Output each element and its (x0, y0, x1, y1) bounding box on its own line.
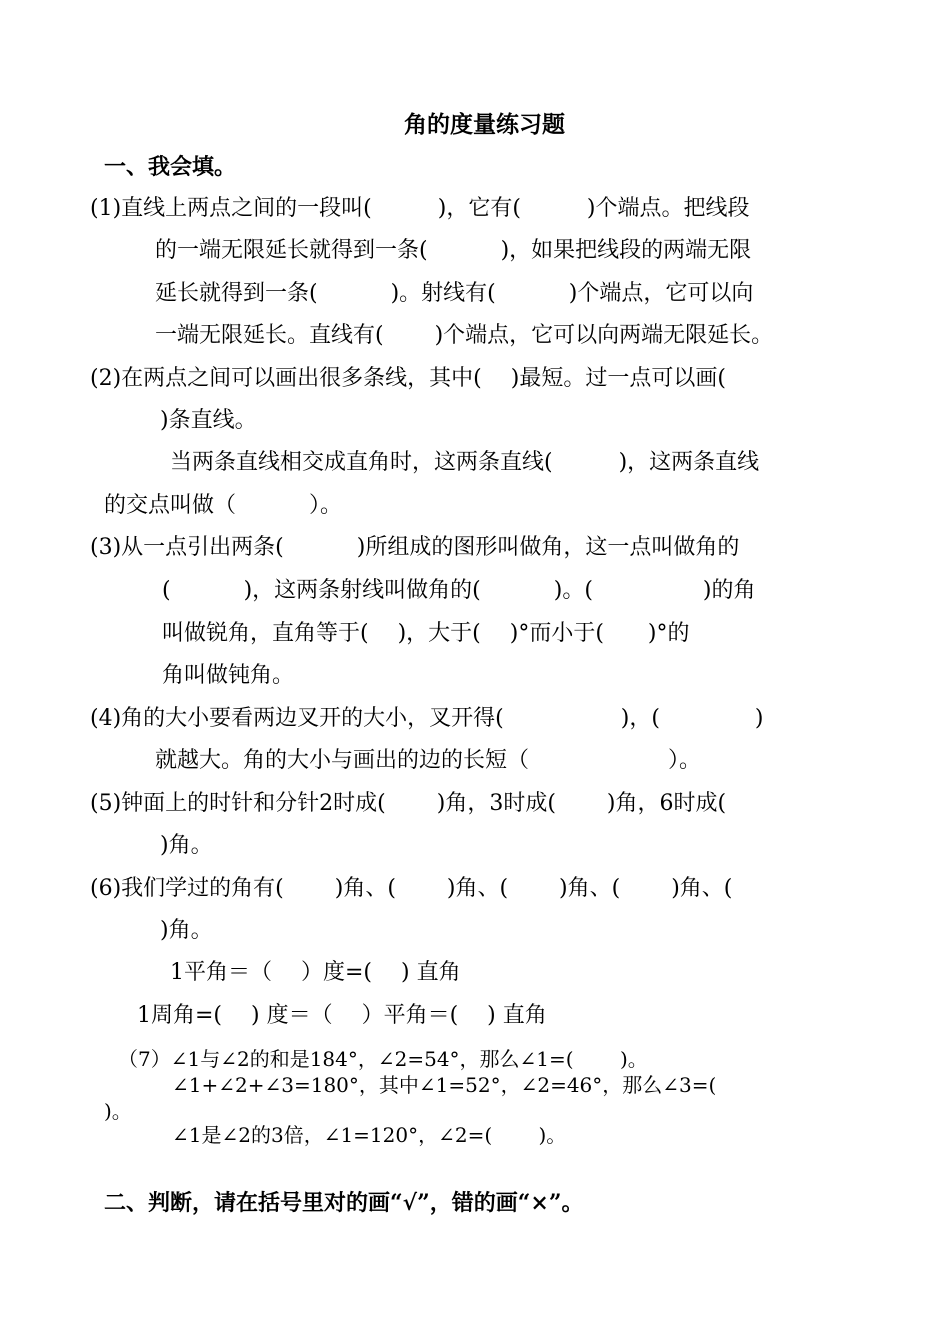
question-4-line-1: (4)角的大小要看两边叉开的大小，叉开得( )，( ) (90, 706, 764, 731)
question-3-line-3: 叫做锐角，直角等于( )，大于( )°而小于( )°的 (162, 621, 690, 646)
question-6-line-2: )角。 (160, 918, 213, 943)
question-2-line-4: 的交点叫做（ ）。 (104, 493, 342, 518)
section-heading-fill: 一、我会填。 (104, 154, 237, 180)
question-3-line-4: 角叫做钝角。 (162, 663, 295, 688)
section-heading-judge: 二、判断，请在括号里对的画“√”，错的画“×”。 (104, 1190, 584, 1216)
question-4-line-2: 就越大。角的大小与画出的边的长短（ ）。 (155, 748, 701, 773)
question-5-line-1: (5)钟面上的时针和分针2时成( )角，3时成( )角，6时成( (90, 791, 727, 816)
question-6-line-3: 1平角＝（ ）度=( ) 直角 (170, 960, 461, 985)
question-7-line-1: （7）∠1与∠2的和是184°，∠2=54°，那么∠1=( )。 (118, 1047, 648, 1071)
question-2-line-2: )条直线。 (160, 408, 257, 433)
question-1-line-1: (1)直线上两点之间的一段叫( )，它有( )个端点。把线段 (90, 196, 750, 221)
question-7-line-3: )。 (104, 1099, 132, 1123)
question-6-line-4: 1周角=( ) 度＝（ ）平角＝( ) 直角 (137, 1003, 547, 1028)
question-2-line-1: (2)在两点之间可以画出很多条线，其中( )最短。过一点可以画( (90, 366, 726, 391)
question-1-line-4: 一端无限延长。直线有( )个端点，它可以向两端无限延长。 (155, 323, 774, 348)
question-3-line-2: ( )，这两条射线叫做角的( )。( )的角 (162, 578, 756, 603)
question-6-line-1: (6)我们学过的角有( )角、( )角、( )角、( )角、( (90, 876, 733, 901)
question-7-line-4: ∠1是∠2的3倍，∠1=120°，∠2=( )。 (172, 1123, 567, 1147)
question-2-line-3: 当两条直线相交成直角时，这两条直线( )，这两条直线 (170, 450, 760, 475)
question-3-line-1: (3)从一点引出两条( )所组成的图形叫做角，这一点叫做角的 (90, 535, 740, 560)
question-1-line-2: 的一端无限延长就得到一条( )，如果把线段的两端无限 (155, 238, 752, 263)
question-1-line-3: 延长就得到一条( )。射线有( )个端点，它可以向 (155, 281, 754, 306)
question-5-line-2: )角。 (160, 833, 213, 858)
question-7-line-2: ∠1+∠2+∠3=180°，其中∠1=52°，∠2=46°，那么∠3=( (172, 1073, 717, 1097)
page-title: 角的度量练习题 (404, 111, 565, 138)
